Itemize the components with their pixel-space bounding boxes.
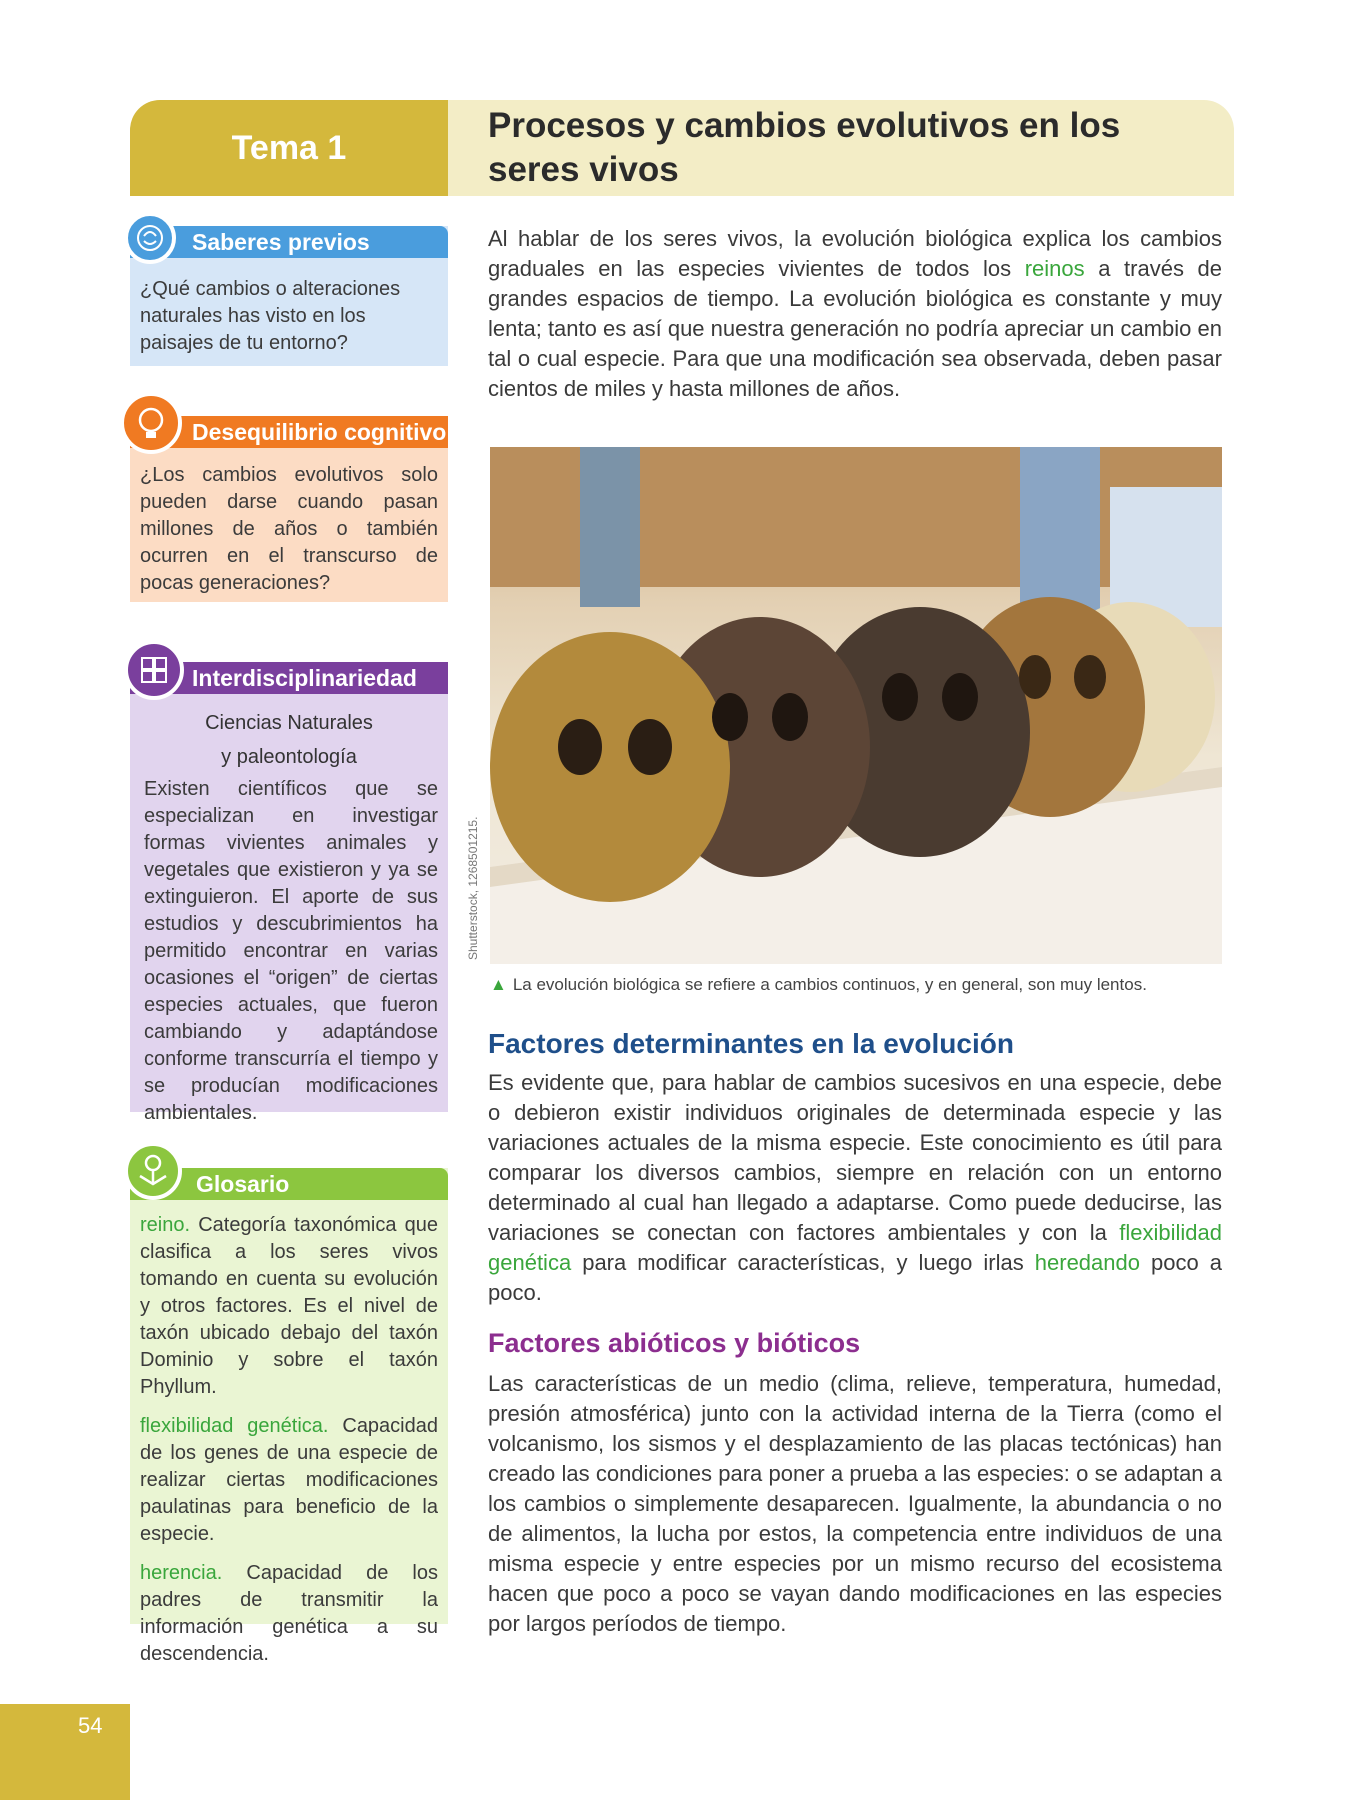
intro-text-1: Al hablar de los seres vivos, la evolución biológica explica los cambios graduales en las especies vivientes de todos los (488, 226, 1222, 281)
book-icon (124, 1142, 182, 1200)
section1-text-1: Es evidente que, para hablar de cambios sucesivos en una especie, debe o debieron existir individuos originales de determinada especie y las variaciones actuales de la misma especie. Este conocimiento es útil para comparar los diversos cambios, siempre en relación con un entorno determinado al cual han llegado a adaptarse. Como puede deducirse, las variaciones se conectan con factores ambientales y con la (488, 1070, 1222, 1245)
glosario-entries (130, 1206, 448, 1676)
page-number: 54 (78, 1713, 103, 1738)
section-determinantes (488, 1028, 1222, 1308)
definition: Capacidad de los genes de una especie de realizar ciertas modificaciones paulatinas para beneficio de la especie. (140, 1415, 438, 1545)
lightbulb-icon (120, 392, 182, 454)
glosario-entry-flexibilidad (140, 1413, 438, 1548)
keyword-flexibilidad: flexibilidad genética (488, 1220, 1222, 1275)
glosario-box (130, 1168, 448, 1665)
section-title-abioticos: Factores abióticos y bióticos (488, 1328, 861, 1358)
keyword-reinos: reinos (1024, 256, 1085, 281)
interdisciplinariedad-title: Interdisciplinariedad (130, 662, 448, 694)
skulls-illustration (490, 447, 1222, 964)
glosario-entry-herencia (140, 1560, 438, 1668)
section-title-determinantes: Factores determinantes en la evolución (488, 1028, 1014, 1059)
section1-text-2: para modificar características, y luego irlas (571, 1250, 1035, 1275)
section2-text: Las características de un medio (clima, relieve, temperatura, humedad, presión atmosférica) junto con la actividad interna de la Tierra (como el volcanismo, los sismos y el desplazamiento de las placas tectónicas) han creado las condiciones para poner a prueba a las especies: o se adaptan a los cambios o simplemente desaparecen. Igualmente, la abundancia o no de alimentos, la lucha por estos, la competencia entre individuos de una misma especie y entre especies por un mismo recurso del ecosistema hacen que poco a poco se vayan dando modificaciones en las especies por largos períodos de tiempo. (488, 1371, 1222, 1636)
photo-caption (490, 975, 1147, 995)
tema-label-box (130, 100, 448, 196)
definition: Categoría taxonómica que clasifica a los seres vivos tomando en cuenta su evolución y otros factores. Es el nivel de taxón ubicado debajo del taxón Dominio y sobre el taxón Phyllum. (140, 1214, 438, 1398)
title-box (448, 100, 1234, 196)
photo-credit: Shutterstock, 1268501215. (466, 816, 480, 960)
triangle-icon: ▲ (490, 975, 507, 994)
saberes-previos-text: ¿Qué cambios o alteraciones naturales has visto en los paisajes de tu entorno? (140, 278, 401, 354)
caption-text: La evolución biológica se refiere a cambios continuos, y en general, son muy lentos. (512, 975, 1147, 994)
subtitle-line-1: Ciencias Naturales (205, 712, 373, 734)
saberes-previos-title: Saberes previos (130, 226, 448, 258)
intro-text-2: a través de grandes espacios de tiempo. La evolución biológica es constante y muy lenta; tanto es así que nuestra generación no podría apreciar un cambio en tal o cual especie. Para que una modificación sea observada, deben pasar cientos de miles y hasta millones de años. (488, 256, 1223, 401)
term: herencia. (140, 1562, 223, 1584)
puzzle-icon (124, 640, 184, 700)
section-abioticos (488, 1328, 1222, 1639)
section1-text-3: poco a poco. (488, 1250, 1222, 1305)
tema-label: Tema 1 (231, 128, 347, 167)
saberes-previos-box (130, 226, 448, 366)
glosario-entry-reino (140, 1212, 438, 1401)
term: reino. (140, 1214, 191, 1236)
brain-icon (124, 212, 176, 264)
desequilibrio-text: ¿Los cambios evolutivos solo pueden darse cuando pasan millones de años o también ocurren en el transcurso de pocas generaciones? (140, 464, 438, 594)
keyword-heredando: heredando (1034, 1250, 1140, 1275)
page-tab (0, 1704, 130, 1800)
definition: Capacidad de los padres de transmitir la información genética a su descendencia. (140, 1562, 438, 1665)
intro-paragraph (488, 224, 1222, 404)
desequilibrio-title: Desequilibrio cognitivo (130, 416, 448, 448)
subtitle-line-2: y paleontología (221, 746, 357, 768)
interdisciplinariedad-text: Existen científicos que se especializan en investigar formas vivientes animales y vegetales que existieron y ya se extinguieron. El aporte de sus estudios y descubrimientos ha permitido encontrar en varias ocasiones el “origen” de ciertas especies actuales, que fueron cambiando y adaptándose conforme transcurría el tiempo y se producían modificaciones ambientales. (144, 778, 438, 1124)
interdisciplinariedad-box (130, 662, 448, 1124)
skulls-photo (490, 447, 1222, 964)
interdisciplinariedad-subtitle (130, 706, 448, 774)
page-title: Procesos y cambios evolutivos en los seres vivos (488, 106, 1121, 189)
glosario-title: Glosario (130, 1168, 448, 1200)
term: flexibilidad genética. (140, 1415, 329, 1437)
